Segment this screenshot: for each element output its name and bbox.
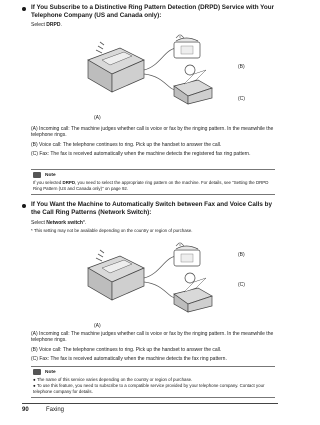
section2-note-item-2: ● To use this feature, you need to subscribe to a compatible service provided by your telephone company. Contact your telephone company for details. (33, 383, 265, 394)
footer-divider (22, 403, 278, 404)
note-header (33, 369, 56, 375)
select-prefix: Select (31, 220, 47, 226)
telephone-icon (174, 38, 200, 58)
section2-note-item-1: ● The name of this service varies depending on the country or region of purchase. (33, 377, 193, 382)
section2-note (31, 366, 275, 398)
fig1-label-c: (C) (238, 96, 245, 102)
section1-desc-c: (C) Fax: The fax is received automatically when the machine detects the registered fax ring pattern. (31, 151, 251, 157)
section1-heading: If You Subscribe to a Distinctive Ring Pattern Detection (DRPD) Service with Your Telephone Company (US and Canada only): (31, 4, 275, 19)
bullet-icon: ● (33, 383, 37, 388)
section2-desc-b: (B) Voice call: The telephone continues to ring. Pick up the handset to answer the call. (31, 347, 222, 353)
note-label: Note (45, 172, 56, 178)
section2-select-line (31, 220, 86, 226)
incoming-call-icon (96, 42, 104, 53)
select-suffix: . (60, 22, 62, 28)
section2-desc-a: (A) Incoming call: The machine judges whether call is voice or fax by the ringing pattern. In the meanwhile the telephone rings. (31, 331, 274, 344)
section1-desc-b: (B) Voice call: The telephone continues to ring. Pick up the handset to answer the call. (31, 142, 222, 148)
fig1-label-a: (A) (94, 115, 101, 121)
note-label: Note (45, 369, 56, 375)
fax-output-icon (174, 70, 212, 104)
section1-note-text: If you selected DRPD, you need to select the appropriate ring pattern on the machine. For details, see "Setting the DRPD Ring Pattern (US and Canada only)" on page 92. (33, 180, 269, 191)
fax-machine-icon (88, 256, 144, 300)
drpd-diagram (80, 30, 230, 112)
note-icon (33, 369, 41, 375)
select-value: Network switch (46, 220, 83, 226)
note-icon (33, 172, 41, 178)
section2-bullet (22, 204, 26, 208)
section2-heading: If You Want the Machine to Automatically Switch between Fax and Voice Calls by the Call Ring Patterns (Network Switch): (31, 201, 272, 216)
fig2-label-c: (C) (238, 282, 245, 288)
bullet-icon: ● (33, 377, 37, 382)
page-number: 90 (22, 407, 29, 413)
section2-desc-c: (C) Fax: The fax is received automatically when the machine detects the fax ring pattern. (31, 356, 227, 362)
fig2-label-b: (B) (238, 252, 245, 258)
section1-note (31, 169, 275, 195)
section1-desc-a: (A) Incoming call: The machine judges whether call is voice or fax by the ringing pattern. In the meanwhile the telephone rings. (31, 126, 274, 139)
note-header (33, 172, 56, 178)
fig2-label-a: (A) (94, 323, 101, 329)
section2-footnote: * This setting may not be available depending on the country or region of purchase. (31, 228, 193, 233)
select-suffix: *. (82, 220, 87, 226)
incoming-call-icon (96, 250, 104, 261)
section1-select-line (31, 22, 62, 28)
fig1-label-b: (B) (238, 64, 245, 70)
telephone-icon (174, 246, 200, 266)
footer-section: Faxing (46, 407, 65, 413)
select-prefix: Select (31, 22, 47, 28)
select-value: DRPD (46, 22, 61, 28)
fax-output-icon (174, 278, 212, 312)
network-switch-diagram (80, 238, 230, 320)
fax-machine-icon (88, 48, 144, 92)
section1-bullet (22, 7, 26, 11)
